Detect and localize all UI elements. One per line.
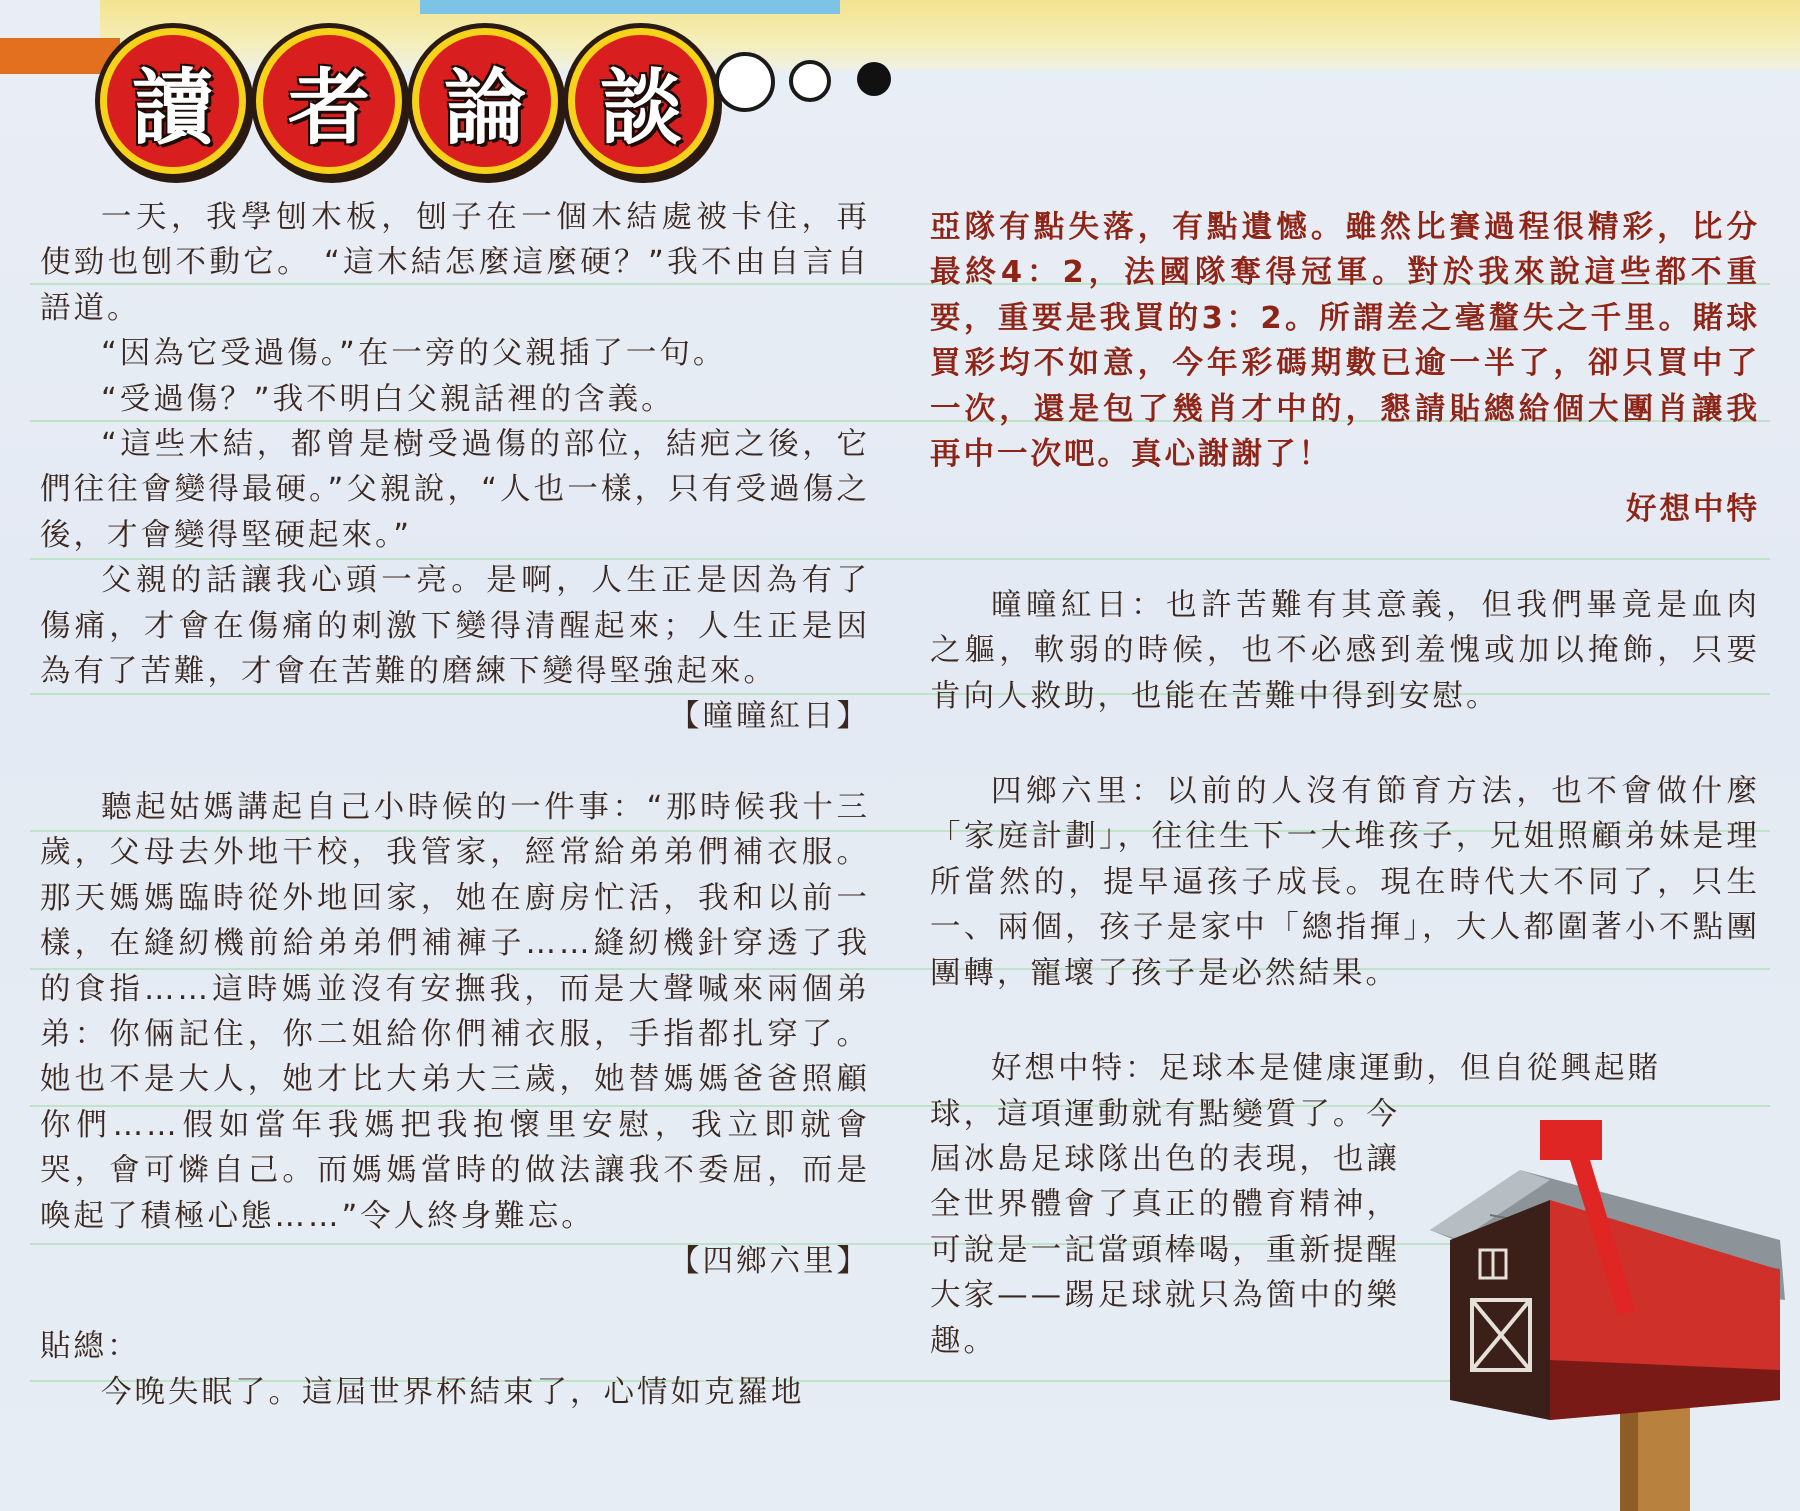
reply-paragraph: 四鄉六里：以前的人沒有節育方法，也不會做什麼「家庭計劃」，往往生下一大堆孩子，兄姐照顧弟妹是理所當然的，提早逼孩子成長。現在時代大不同了，只生一、兩個，孩子是家中「總指揮」，大人都圍著小不點團團轉，寵壞了孩子是必然結果。 [930, 774, 1760, 991]
story3-label: 貼總： [40, 1329, 141, 1365]
title-char: 論 [412, 28, 558, 174]
title-char: 談 [568, 28, 714, 174]
reply-paragraph: 曈曈紅日：也許苦難有其意義，但我們畢竟是血肉之軀，軟弱的時候，也不必感到羞愧或加以掩飾，只要肯向人救助，也能在苦難中得到安慰。 [930, 587, 1760, 714]
story3-paragraph-start: 今晚失眠了。這屆世界杯結束了，心情如克羅地 [101, 1374, 805, 1410]
reply-paragraph-first-line: 好想中特：足球本是健康運動，但自從興起賭 [991, 1051, 1661, 1087]
story1-signature: 【曈曈紅日】 [669, 699, 870, 735]
title-char: 者 [256, 28, 402, 174]
header-band-top-strip [420, 0, 840, 14]
story1-paragraph: 父親的話讓我心頭一亮。是啊，人生正是因為有了傷痛，才會在傷痛的刺激下變得清醒起來；人生正是因為有了苦難，才會在苦難的磨練下變得堅強起來。 [40, 563, 870, 690]
story1-paragraph: 一天，我學刨木板，刨子在一個木結處被卡住，再使勁也刨不動它。 “這木結怎麼這麼硬？”我不由自言自語道。 [40, 200, 870, 326]
reply-paragraph: 球，這項運動就有點變質了。今屆冰島足球隊出色的表現，也讓全世界體會了真正的體育精神，可說是一記當頭棒喝，重新提醒大家——踢足球就只為箇中的樂趣。 [930, 1096, 1400, 1359]
story3-paragraph-continued: 亞隊有點失落，有點遺憾。雖然比賽過程很精彩，比分最終4：2，法國隊奪得冠軍。對於我來說這些都不重要，重要是我買的3：2。所謂差之毫釐失之千里。賭球買彩均不如意，今年彩碼期數已逾一半了，卻只買中了一次，還是包了幾肖才中的，懇請貼總給個大團肖讓我再中一次吧。真心謝謝了！ [930, 210, 1760, 473]
left-column [40, 195, 870, 1415]
story3-signature: 好想中特 [1626, 492, 1760, 528]
page-title [100, 28, 714, 174]
story1-paragraph: “受過傷？”我不明白父親話裡的含義。 [101, 381, 675, 417]
story1-paragraph: “這些木結，都曾是樹受過傷的部位，結疤之後，它們往往會變得最硬。”父親說，“人也一樣，只有受過傷之後，才會變得堅硬起來。” [40, 427, 870, 553]
story2-signature: 【四鄉六里】 [669, 1243, 870, 1279]
mailbox-illustration-icon [1390, 1120, 1800, 1511]
story1-paragraph: “因為它受過傷。”在一旁的父親插了一句。 [101, 336, 727, 372]
story2-paragraph: 聽起姑媽講起自己小時候的一件事：“那時候我十三歲，父母去外地干校，我管家，經常給弟弟們補衣服。那天媽媽臨時從外地回家，她在廚房忙活，我和以前一樣，在縫紉機前給弟弟們補褲子……縫紉機針穿透了我的食指……這時媽並沒有安撫我，而是大聲喊來兩個弟弟：你倆記住，你二姐給你們補衣服，手指都扎穿了。她也不是大人，她才比大弟大三歲，她替媽媽爸爸照顧你們……假如當年我媽把我抱懷里安慰，我立即就會哭，會可憐自己。而媽媽當時的做法讓我不委屈，而是喚起了積極心態……”令人終身難忘。 [40, 789, 870, 1234]
title-char: 讀 [100, 28, 246, 174]
